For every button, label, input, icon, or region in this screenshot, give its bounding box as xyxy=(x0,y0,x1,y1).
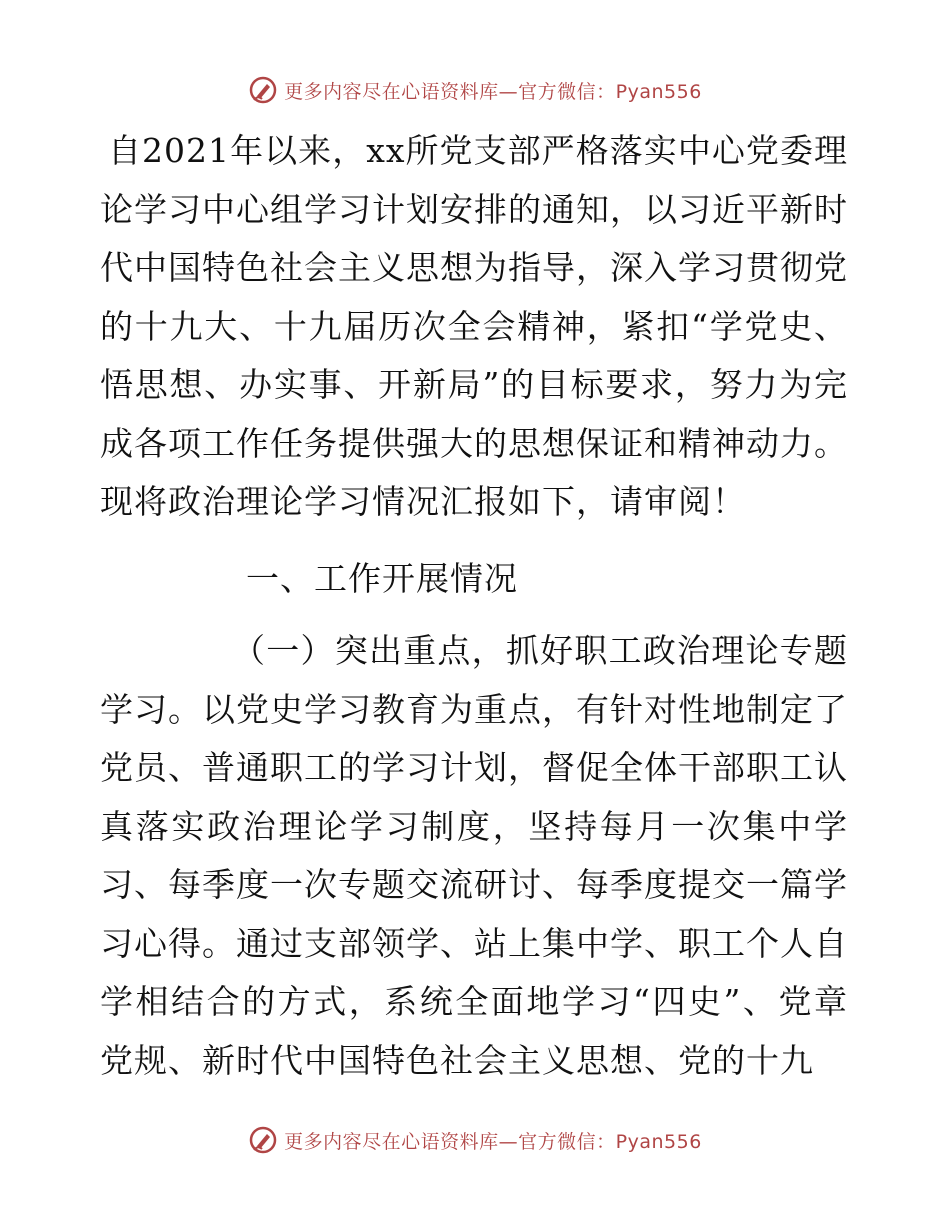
footer-watermark xyxy=(0,1120,950,1160)
watermark-text: 更多内容尽在心语资料库—官方微信：Pyan556 xyxy=(284,1130,702,1153)
document-body xyxy=(100,122,848,1090)
paragraph-section-1: （一）突出重点，抓好职工政治理论专题学习。以党史学习教育为重点，有针对性地制定了党员、普通职工的学习计划，督促全体干部职工认真落实政治理论学习制度，坚持每月一次集中学习、每季度一次专题交流研讨、每季度提交一篇学习心得。通过支部领学、站上集中学、职工个人自学相结合的方式，系统全面地学习“四史”、党章党规、新时代中国特色社会主义思想、党的十九 xyxy=(100,631,848,1080)
watermark-text: 更多内容尽在心语资料库—官方微信：Pyan556 xyxy=(284,80,702,103)
circle-pen-logo-icon xyxy=(248,75,278,105)
paragraph-intro: 自2021年以来，xx所党支部严格落实中心党委理论学习中心组学习计划安排的通知，以习近平新时代中国特色社会主义思想为指导，深入学习贯彻党的十九大、十九届历次全会精神，紧扣“学党史、悟思想、办实事、开新局”的目标要求，努力为完成各项工作任务提供强大的思想保证和精神动力。现将政治理论学习情况汇报如下，请审阅！ xyxy=(100,131,848,521)
header-watermark xyxy=(0,70,950,110)
section-heading: 一、工作开展情况 xyxy=(246,558,518,598)
circle-pen-logo-icon xyxy=(248,1125,278,1155)
